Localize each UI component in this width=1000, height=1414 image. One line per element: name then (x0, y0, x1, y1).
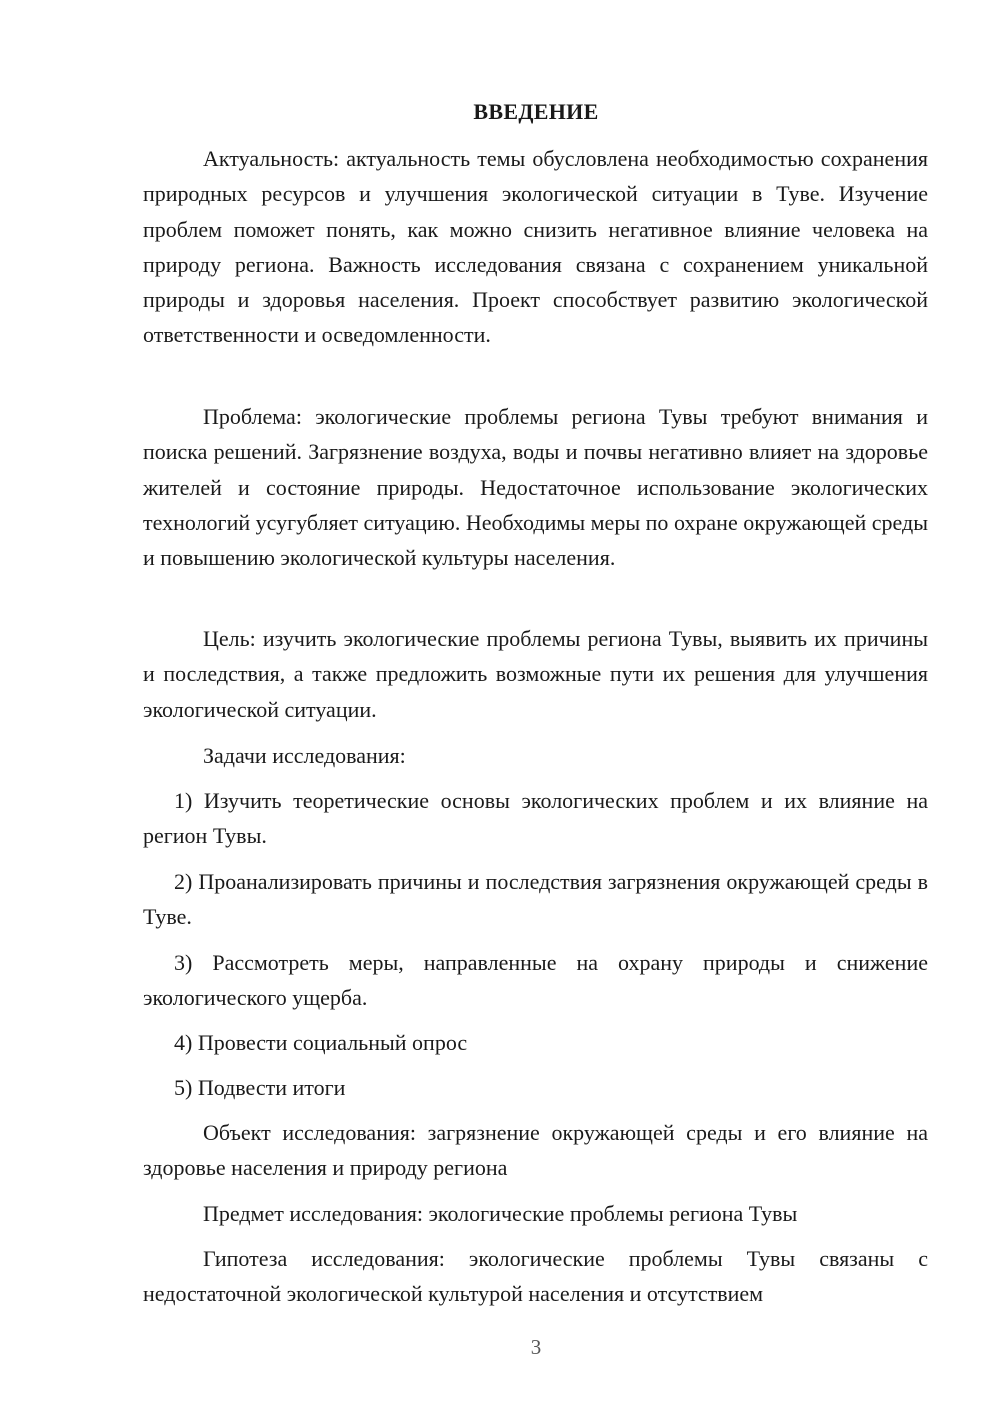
task-item-3: 3) Рассмотреть меры, направленные на охрану природы и снижение экологического ущерба. (143, 950, 928, 1011)
task-item-4: 4) Провести социальный опрос (174, 1030, 468, 1055)
task-item-1: 1) Изучить теоретические основы экологических проблем и их влияние на регион Тувы. (143, 788, 928, 849)
task-item-2: 2) Проанализировать причины и последствия загрязнения окружающей среды в Туве. (143, 869, 928, 930)
task-item-5: 5) Подвести итоги (174, 1075, 346, 1100)
paragraph-relevance: Актуальность: актуальность темы обусловлена необходимостью сохранения природных ресурсов и улучшения экологической ситуации в Туве. Изучение проблем поможет понять, как можно снизить негативное влияние человека на природу региона. Важность исследования связана с сохранением уникальной природы и здоровья населения. Проект способствует развитию экологической ответственности и осведомленности. (143, 146, 928, 348)
section-title: ВВЕДЕНИЕ (473, 99, 599, 124)
page-number: 3 (530, 1335, 542, 1359)
paragraph-goal: Цель: изучить экологические проблемы региона Тувы, выявить их причины и последствия, а также предложить возможные пути их решения для улучшения экологической ситуации. (143, 626, 928, 722)
paragraph-object: Объект исследования: загрязнение окружающей среды и его влияние на здоровье населения и природу региона (143, 1120, 928, 1181)
paragraph-problem: Проблема: экологические проблемы региона Тувы требуют внимания и поиска решений. Загрязнение воздуха, воды и почвы негативно влияет на здоровье жителей и состояние природы. Недостаточное использование экологических технологий усугубляет ситуацию. Необходимы меры по охране окружающей среды и повышению экологической культуры населения. (143, 404, 928, 571)
paragraph-hypothesis: Гипотеза исследования: экологические проблемы Тувы связаны с недостаточной экологической культурой населения и отсутствием (143, 1246, 928, 1307)
paragraph-tasks-heading: Задачи исследования: (203, 743, 406, 768)
paragraph-subject: Предмет исследования: экологические проблемы региона Тувы (203, 1201, 798, 1226)
